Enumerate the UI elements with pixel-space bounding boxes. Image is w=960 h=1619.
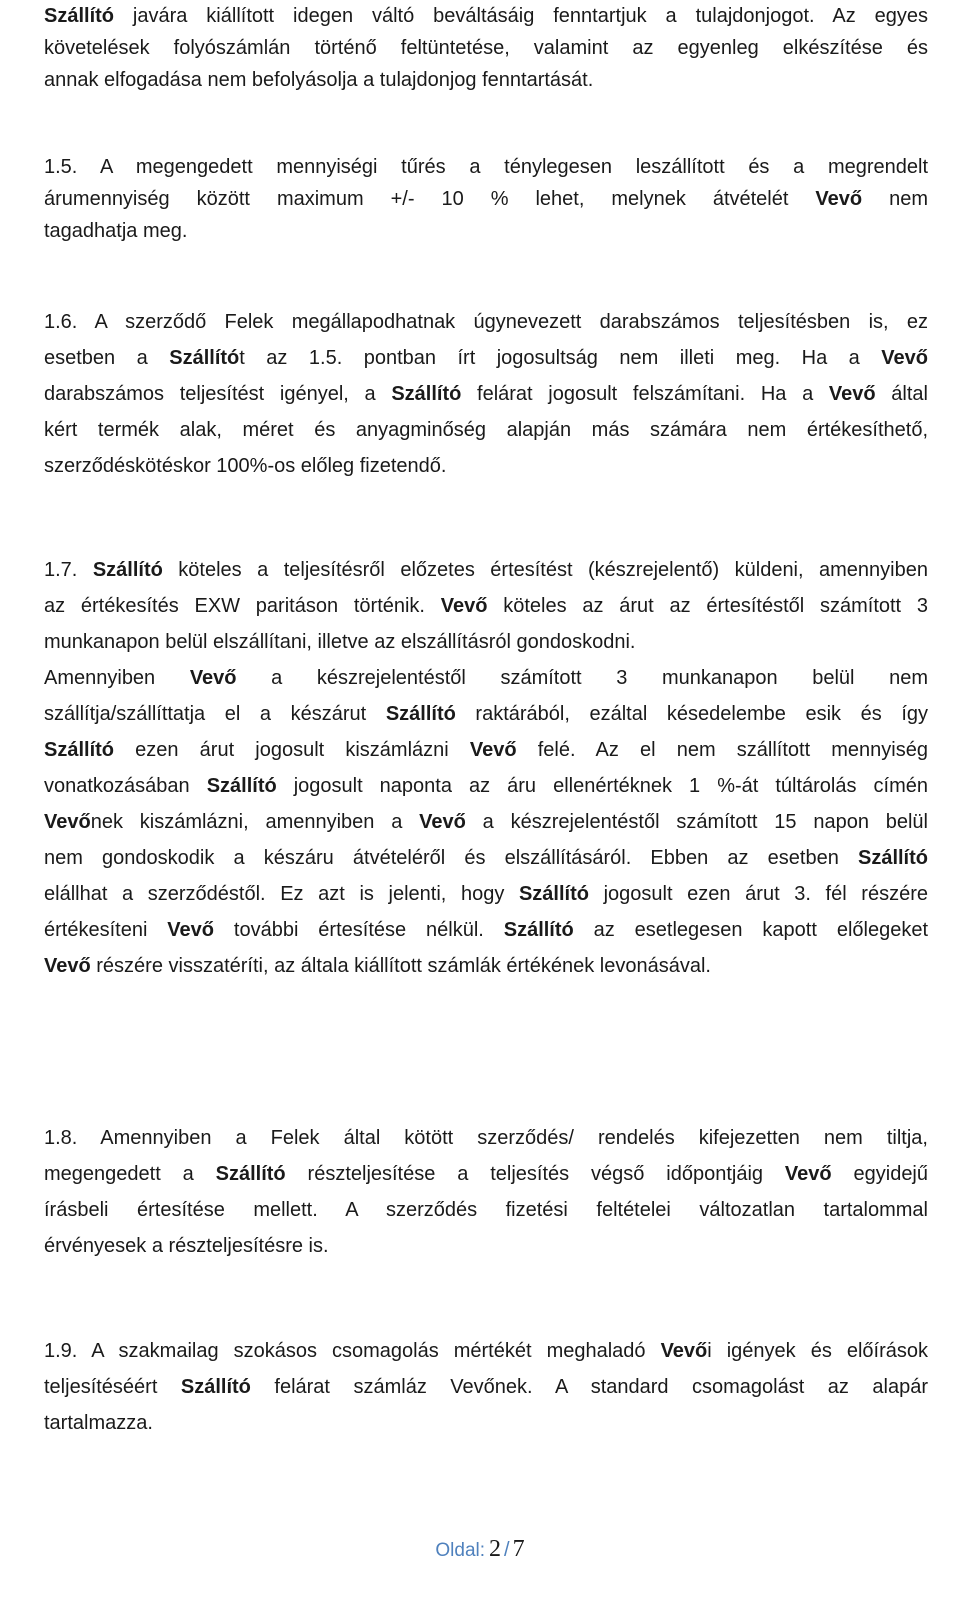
text-run: felé. Az el nem szállított mennyiség [516, 739, 928, 761]
page-separator: / [504, 1539, 510, 1561]
bold-term: Szállító [180, 1376, 251, 1398]
text-run: nem [862, 188, 928, 210]
text-line [44, 768, 928, 804]
bold-term: Szállító [206, 775, 277, 797]
text-line: tartalmazza. [44, 1412, 153, 1434]
bold-term: Vevő [660, 1340, 708, 1362]
paragraph-1-8 [44, 1120, 928, 1264]
page-footer [0, 1536, 960, 1563]
bold-term: Vevő [440, 595, 488, 617]
text-run: értékesíteni [44, 919, 168, 941]
text-run: elállhat a szerződéstől. Ez azt is jelenti, hogy [44, 883, 519, 905]
text-run: 1.7. [44, 559, 93, 581]
bold-term: Vevő [189, 667, 237, 689]
text-run: részére visszatéríti, az általa kiállított számlák értékének levonásával. [90, 955, 711, 977]
text-line [44, 732, 928, 768]
bold-term: Vevő [44, 811, 91, 833]
text-run: jogosult ezen árut 3. fél részére [588, 883, 928, 905]
page-label: Oldal: [435, 1540, 486, 1561]
text-line: annak elfogadása nem befolyásolja a tulajdonjog fenntartását. [44, 69, 594, 91]
text-line [44, 340, 928, 376]
text-run: az értékesítés EXW paritáson történik. [44, 595, 441, 617]
text-run: köteles az árut az értesítéstől számított 3 [487, 595, 928, 617]
bold-term: Szállító [44, 5, 115, 27]
text-line: munkanapon belül elszállítani, illetve az elszállításról gondoskodni. [44, 631, 636, 653]
text-line: követelések folyószámlán történő feltüntetése, valamint az egyenleg elkészítése és [44, 37, 928, 59]
bold-term: Szállító [385, 703, 456, 725]
text-run: által [875, 383, 928, 405]
text-line [44, 1369, 928, 1405]
bold-term: Vevő [881, 347, 928, 369]
text-line [44, 0, 928, 32]
bold-term: Szállító [518, 883, 589, 905]
paragraph-1-6 [44, 304, 928, 484]
text-run: teljesítéséért [44, 1376, 181, 1398]
bold-term: Vevő [419, 811, 466, 833]
bold-term: Szállító [169, 347, 240, 369]
text-run: darabszámos teljesítést igényel, a [44, 383, 392, 405]
text-run: jogosult naponta az áru ellenértéknek 1 %-át túltárolás címén [276, 775, 928, 797]
text-run: részteljesítése a teljesítés végső időpontjáig [285, 1163, 785, 1185]
text-line [44, 912, 928, 948]
text-run: nem gondoskodik a készáru átvételéről és elszállításáról. Ebben az esetben [44, 847, 858, 869]
bold-term: Vevő [815, 188, 863, 210]
text-line: szerződéskötéskor 100%-os előleg fizetendő. [44, 455, 447, 477]
paragraph-1-5 [44, 151, 928, 247]
paragraph-1-9 [44, 1333, 928, 1441]
text-line [44, 1156, 928, 1192]
bold-term: Vevő [469, 739, 517, 761]
bold-term: Szállító [92, 559, 163, 581]
bold-term: Szállító [503, 919, 574, 941]
text-run: az esetlegesen kapott előlegeket [573, 919, 928, 941]
bold-term: Szállító [391, 383, 462, 405]
bold-term: Vevő [167, 919, 214, 941]
text-run: felárat számláz Vevőnek. A standard csomagolást az alapár [250, 1376, 928, 1398]
text-line [44, 183, 928, 215]
text-line: 1.6. A szerződő Felek megállapodhatnak úgynevezett darabszámos teljesítésben is, ez [44, 311, 928, 333]
text-run: 1.9. A szakmailag szokásos csomagolás mértékét meghaladó [44, 1340, 661, 1362]
text-line [44, 696, 928, 732]
text-run: szállítja/szállíttatja el a készárut [44, 703, 386, 725]
text-run: felárat jogosult felszámítani. Ha a [461, 383, 829, 405]
bold-term: Vevő [784, 1163, 832, 1185]
bold-term: Vevő [828, 383, 876, 405]
paragraph-1-7 [44, 552, 928, 984]
paragraph-retention-of-title [44, 0, 928, 96]
text-line [44, 804, 928, 840]
text-line: érvényesek a részteljesítésre is. [44, 1235, 329, 1257]
text-run: árumennyiség között maximum +/- 10 % lehet, melynek átvételét [44, 188, 816, 210]
text-line [44, 1333, 928, 1369]
text-run: ezen árut jogosult kiszámlázni [114, 739, 470, 761]
text-line: kért termék alak, méret és anyagminőség alapján más számára nem értékesíthető, [44, 419, 928, 441]
text-run: megengedett a [44, 1163, 216, 1185]
text-run: i igények és előírások [707, 1340, 928, 1362]
text-line [44, 552, 928, 588]
text-line [44, 376, 928, 412]
text-line [44, 660, 928, 696]
text-line: 1.8. Amennyiben a Felek által kötött szerződés/ rendelés kifejezetten nem tiltja, [44, 1127, 928, 1149]
text-line: 1.5. A megengedett mennyiségi tűrés a ténylegesen leszállított és a megrendelt [44, 156, 928, 178]
bold-term: Szállító [215, 1163, 286, 1185]
text-run: további értesítése nélkül. [214, 919, 504, 941]
text-run: esetben a [44, 347, 170, 369]
text-line: írásbeli értesítése mellett. A szerződés fizetési feltételei változatlan tartalommal [44, 1199, 928, 1221]
bold-term: Szállító [857, 847, 928, 869]
text-run: raktárából, ezáltal késedelembe esik és így [455, 703, 928, 725]
text-run: t az 1.5. pontban írt jogosultság nem illeti meg. Ha a [239, 347, 882, 369]
text-line [44, 840, 928, 876]
text-run: a készrejelentéstől számított 3 munkanapon belül nem [236, 667, 928, 689]
text-line [44, 876, 928, 912]
text-run: a készrejelentéstől számított 15 napon belül [465, 811, 928, 833]
text-line [44, 588, 928, 624]
text-run: vonatkozásában [44, 775, 207, 797]
bold-term: Szállító [44, 739, 115, 761]
text-line: tagadhatja meg. [44, 220, 188, 242]
bold-term: Vevő [44, 955, 91, 977]
text-run: nek kiszámlázni, amennyiben a [90, 811, 420, 833]
text-run: egyidejű [831, 1163, 928, 1185]
text-run: javára kiállított idegen váltó beváltásáig fenntartjuk a tulajdonjogot. Az egyes [114, 5, 928, 27]
current-page-number: 2 [489, 1536, 502, 1562]
text-run: köteles a teljesítésről előzetes értesítést (készrejelentő) küldeni, amennyiben [162, 559, 928, 581]
total-pages: 7 [512, 1536, 525, 1562]
text-run: Amennyiben [44, 667, 190, 689]
text-line [44, 948, 928, 984]
